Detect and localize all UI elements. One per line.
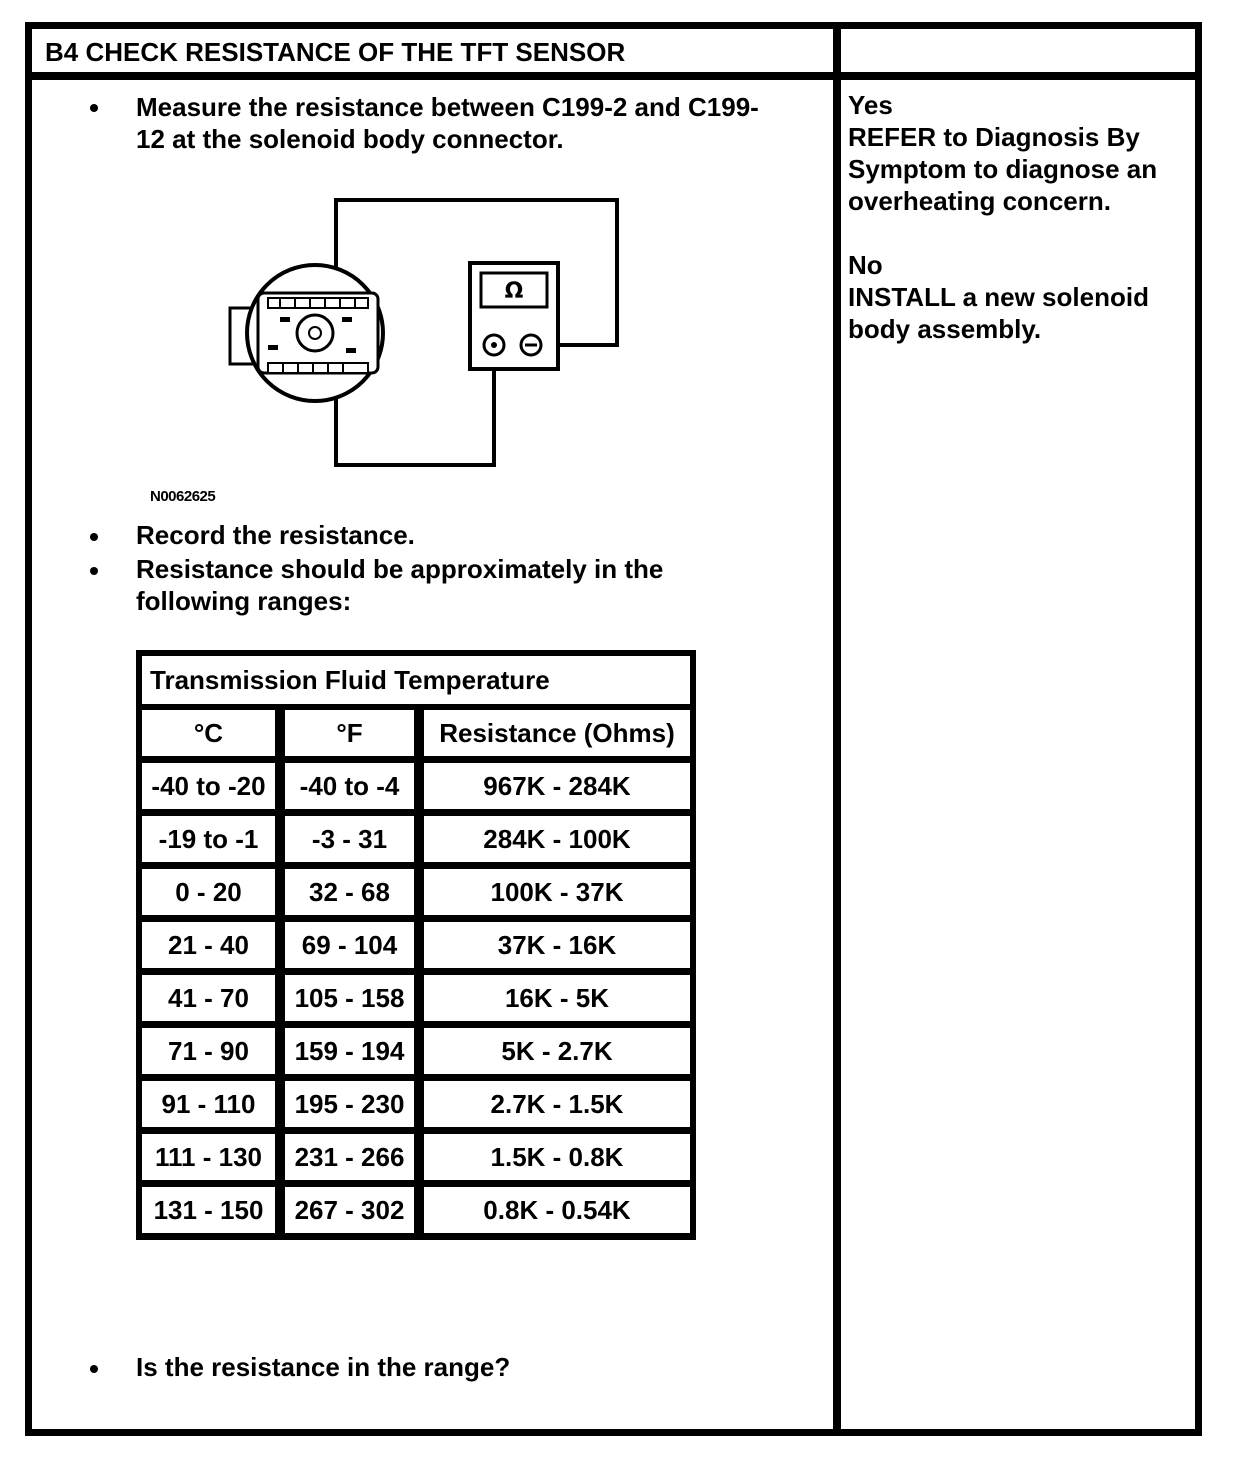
measure-instruction-line1: Measure the resistance between C199-2 and C199-: [136, 92, 759, 122]
record-instruction: Record the resistance.: [136, 520, 415, 550]
bullet-icon: [86, 100, 102, 116]
result-yes-line1: REFER to Diagnosis By: [848, 122, 1140, 152]
table-cell-fahrenheit: -40 to -4: [285, 763, 414, 809]
frame-left: [25, 22, 32, 1436]
table-title: Transmission Fluid Temperature: [142, 656, 690, 704]
table-cell-celsius: 21 - 40: [142, 922, 275, 968]
figure-id: N0062625: [150, 488, 216, 505]
result-no-line1: INSTALL a new solenoid: [848, 282, 1149, 312]
table-cell-resistance: 5K - 2.7K: [424, 1028, 690, 1074]
measure-instruction-line2: 12 at the solenoid body connector.: [136, 124, 564, 154]
table-cell-fahrenheit: 195 - 230: [285, 1081, 414, 1127]
table-cell-celsius: -19 to -1: [142, 816, 275, 862]
resistance-table: [136, 650, 696, 1240]
bullet-icon: [86, 563, 102, 579]
wiring-diagram: [150, 185, 630, 515]
table-cell-celsius: 91 - 110: [142, 1081, 275, 1127]
table-cell-celsius: 71 - 90: [142, 1028, 275, 1074]
table-cell-resistance: 2.7K - 1.5K: [424, 1081, 690, 1127]
table-cell-resistance: 967K - 284K: [424, 763, 690, 809]
result-yes-line2: Symptom to diagnose an: [848, 154, 1158, 184]
frame-bottom: [25, 1429, 1202, 1436]
frame-top: [25, 22, 1202, 29]
table-cell-celsius: 41 - 70: [142, 975, 275, 1021]
table-header-celsius: °C: [142, 710, 275, 756]
result-yes-line3: overheating concern.: [848, 186, 1111, 216]
table-cell-fahrenheit: -3 - 31: [285, 816, 414, 862]
connector-icon: [230, 265, 383, 401]
table-cell-resistance: 16K - 5K: [424, 975, 690, 1021]
table-cell-fahrenheit: 32 - 68: [285, 869, 414, 915]
frame-right: [1195, 22, 1202, 1436]
table-cell-celsius: 131 - 150: [142, 1187, 275, 1233]
table-cell-fahrenheit: 267 - 302: [285, 1187, 414, 1233]
range-instruction-line1: Resistance should be approximately in the: [136, 554, 664, 584]
frame-divider-vertical: [833, 22, 841, 1436]
table-cell-resistance: 1.5K - 0.8K: [424, 1134, 690, 1180]
step-title: B4 CHECK RESISTANCE OF THE TFT SENSOR: [45, 37, 626, 67]
table-cell-resistance: 37K - 16K: [424, 922, 690, 968]
table-header-fahrenheit: °F: [285, 710, 414, 756]
table-cell-fahrenheit: 231 - 266: [285, 1134, 414, 1180]
meter-symbol: Ω: [504, 279, 524, 304]
table-cell-resistance: 0.8K - 0.54K: [424, 1187, 690, 1233]
table-cell-celsius: -40 to -20: [142, 763, 275, 809]
table-header-resistance: Resistance (Ohms): [424, 710, 690, 756]
table-cell-fahrenheit: 159 - 194: [285, 1028, 414, 1074]
table-cell-fahrenheit: 105 - 158: [285, 975, 414, 1021]
frame-divider-horizontal: [25, 72, 1202, 80]
result-no-label: No: [848, 250, 883, 280]
bullet-icon: [86, 1361, 102, 1377]
table-cell-resistance: 284K - 100K: [424, 816, 690, 862]
table-cell-fahrenheit: 69 - 104: [285, 922, 414, 968]
table-cell-resistance: 100K - 37K: [424, 869, 690, 915]
table-cell-celsius: 0 - 20: [142, 869, 275, 915]
range-instruction-line2: following ranges:: [136, 586, 352, 616]
table-cell-celsius: 111 - 130: [142, 1134, 275, 1180]
ohmmeter-icon: [470, 263, 558, 369]
result-no-line2: body assembly.: [848, 314, 1042, 344]
question-instruction: Is the resistance in the range?: [136, 1352, 511, 1382]
bullet-icon: [86, 529, 102, 545]
result-yes-label: Yes: [848, 90, 893, 120]
